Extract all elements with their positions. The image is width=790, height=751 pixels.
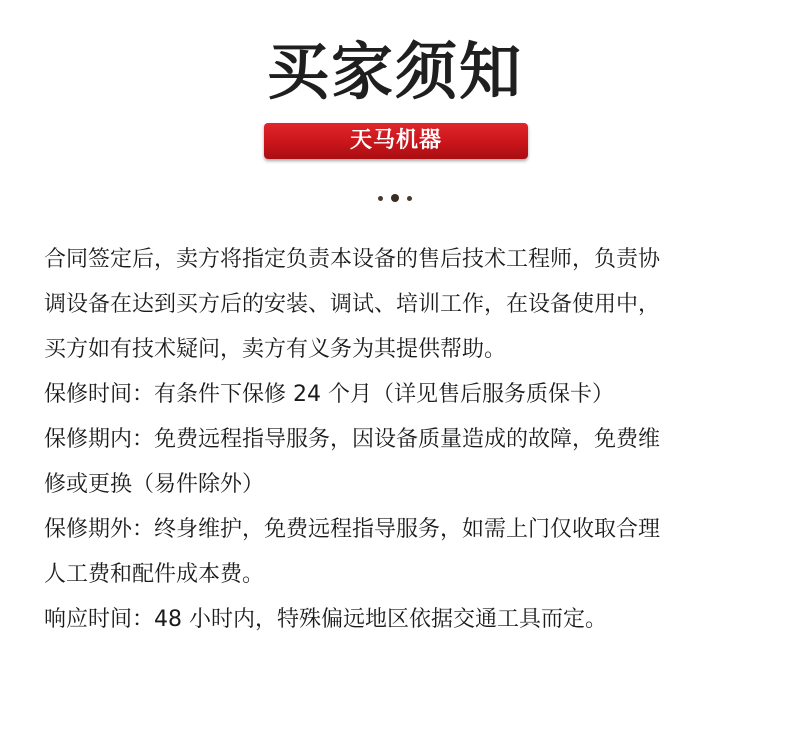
notice-line: 调设备在达到买方后的安装、调试、培训工作，在设备使用中， [44,292,661,317]
decorative-dots [0,193,790,203]
warranty-period-line: 保修时间：有条件下保修 24 个月（详见售后服务质保卡） [44,382,614,407]
out-of-warranty-line: 人工费和配件成本费。 [44,562,265,587]
notice-line: 合同签定后，卖方将指定负责本设备的售后技术工程师，负责协 [44,247,661,272]
out-of-warranty-line: 保修期外：终身维护，免费远程指导服务，如需上门仅收取合理 [44,517,661,542]
brand-badge: 天马机器 [264,123,528,159]
in-warranty-line: 保修期内：免费远程指导服务，因设备质量造成的故障，免费维 [44,427,661,452]
dot-icon [391,194,399,202]
notice-body [44,237,749,642]
dot-icon [407,196,412,201]
notice-line: 买方如有技术疑问，卖方有义务为其提供帮助。 [44,337,507,362]
in-warranty-line: 修或更换（易件除外） [44,472,265,497]
response-time-line: 响应时间：48 小时内，特殊偏远地区依据交通工具而定。 [44,607,607,632]
page-title: 买家须知 [266,35,523,108]
dot-icon [378,196,383,201]
